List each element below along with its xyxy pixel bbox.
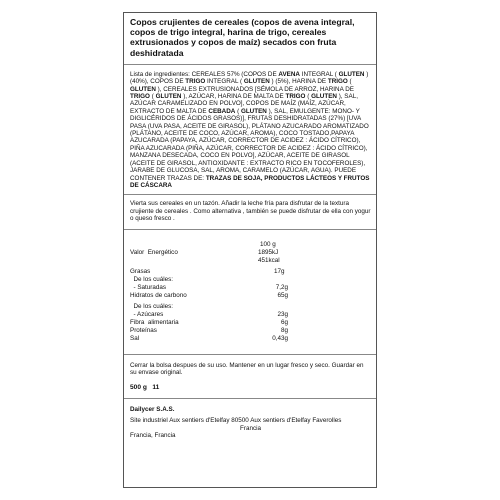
ingredient-text: ( xyxy=(305,93,312,101)
ingredient-text: ) (40%), COPOS DE xyxy=(130,70,369,86)
net-weight-value: 500 g xyxy=(130,384,147,392)
allergen-highlight: GLUTEN xyxy=(243,78,270,86)
nutrition-row xyxy=(130,311,371,319)
nutrition-label: Sal xyxy=(130,334,140,342)
ingredient-text: ), AZÚCAR, HARINA DE MALTA DE xyxy=(181,93,286,101)
allergen-highlight: TRIGO xyxy=(327,78,348,86)
allergen-highlight: TRIGO xyxy=(130,93,150,101)
allergen-highlight: TRAZAS DE SOJA, PRODUCTOS LÁCTEOS Y FRUTOS DE CÁSCARA xyxy=(130,174,370,189)
allergen-highlight: TRIGO xyxy=(285,93,306,101)
divider xyxy=(124,354,376,355)
ingredient-text: ( xyxy=(347,78,352,86)
divider xyxy=(124,398,376,399)
nutrition-row xyxy=(130,292,371,300)
divider xyxy=(124,229,376,230)
company-address: Site industriel Aux sentiers d'Etelfay 80500 Aux sentiers d'Etelfay Faverolles xyxy=(130,416,342,424)
allergen-highlight: GLUTEN xyxy=(338,70,365,78)
ingredient-text: INTEGRAL ( xyxy=(299,70,339,78)
net-weight xyxy=(130,384,371,392)
nutrition-header-row xyxy=(130,241,371,249)
ingredient-text: ), SAL, AZÚCAR CARAMELIZADO EN POLVO], COPOS DE MAÍZ (MAÍZ, AZÚCAR, EXTRACTO DE MALTA DE xyxy=(130,93,358,115)
allergen-highlight: GLUTEN xyxy=(311,93,337,101)
ingredient-text: ), SAL, EMULGENTE: MONO- Y DIGLICÉRIDOS DE ÁCIDOS GRASOS)], FRUTAS DESHIDRATADAS (27%) [UVA PASA (UVA PASA, ACEITE DE GIRASOL), PLÁTANO AZUCARADO AROMATIZADO (PLÁTANO, ACEITE DE COCO, AZÚCAR, AROMA), COCO TOSTADO,PAPAYA AZUCARADA (PAPAYA, AZÚCAR, CORRECTOR DE ACIDEZ : ÁCIDO CÍTRICO), PIÑA AZUCARADA (PIÑA, AZÚCAR, CORRECTOR DE ACIDEZ : ÁCIDO CÍTRICO), MANZANA DESECADA, COCO EN POLVO], AZÚCAR, ACEITE DE GIRASOL (ACEITE DE GIRASOL, ANTIOXIDANTE : EXTRACTO RICO EN TOCOFEROLES), JARABE DE GLUCOSA, SAL, AROMA, CARAMELO (AZÚCAR, AGUA). PUEDE CONTENER TRAZAS DE: xyxy=(130,107,369,182)
allergen-highlight: TRIGO xyxy=(185,78,206,86)
ingredient-text: ( xyxy=(149,93,156,101)
product-title: Copos crujientes de cereales (copos de avena integral, copos de trigo integral, harina de trigo, cereales extrusionados y copos de maíz) secados con fruta deshidratada xyxy=(130,17,355,58)
nutrition-label: De los cuáles: xyxy=(130,275,174,283)
nutrition-value: 1895kJ xyxy=(258,248,279,256)
company-country-repeat: Francia, Francia xyxy=(130,432,176,440)
nutrition-label: Fibra alimentaria xyxy=(130,318,179,326)
nutrition-label: - Saturadas xyxy=(130,283,167,291)
allergen-highlight: AVENA xyxy=(278,70,300,78)
ingredient-text: ) (5%), HARINA DE xyxy=(269,78,328,86)
company-country: Francia xyxy=(240,424,261,432)
product-label xyxy=(123,12,377,488)
nutrition-value: 8g xyxy=(280,326,288,334)
nutrition-value: 451kcal xyxy=(258,256,280,264)
nutrition-value: 7,2g xyxy=(275,283,288,291)
nutrition-row xyxy=(130,303,371,311)
nutrition-value: 65g xyxy=(277,291,288,299)
nutrition-row xyxy=(130,257,371,265)
weight-code: 11 xyxy=(152,384,160,392)
preparation-text: Vierta sus cereales en un tazón. Añadir la leche fría para disfrutar de la textura crujiente de cereales . Como alternativa , también se puede disfrutar de ella con yogur o queso fresco . xyxy=(130,200,371,223)
company-name: Dailycer S.A.S. xyxy=(130,406,175,414)
ingredient-text: Lista de ingredientes: CEREALES 57% (COPOS DE xyxy=(130,70,279,78)
nutrition-row xyxy=(130,327,371,335)
company-info xyxy=(130,406,371,439)
ingredients-list xyxy=(130,71,371,190)
nutrition-label: Hidratos de carbono xyxy=(130,291,187,299)
nutrition-label: - Azúcares xyxy=(130,310,164,318)
nutrition-label: Valor Energético xyxy=(130,248,178,256)
nutrition-row xyxy=(130,335,371,343)
nutrition-value: 6g xyxy=(280,318,288,326)
nutrition-row xyxy=(130,319,371,327)
allergen-highlight: GLUTEN xyxy=(240,107,267,115)
storage-instructions: Cerrar la bolsa despues de su uso. Mantener en un lugar fresco y seco. Guardar en su envase original. xyxy=(130,361,364,376)
ingredient-text: ( xyxy=(235,107,241,115)
nutrition-row xyxy=(130,249,371,257)
nutrition-row xyxy=(130,284,371,292)
ingredient-text: INTEGRAL ( xyxy=(205,78,244,86)
allergen-highlight: CEBADA xyxy=(208,107,236,115)
nutrition-table xyxy=(130,236,371,348)
divider xyxy=(124,64,376,65)
nutrition-value: 0,43g xyxy=(272,334,288,342)
nutrition-row xyxy=(130,276,371,284)
nutrition-row xyxy=(130,268,371,276)
nutrition-label: Proteínas xyxy=(130,326,157,334)
allergen-highlight: GLUTEN xyxy=(155,93,182,101)
ingredient-text: ), CEREALES EXTRUSIONADOS [SÉMOLA DE ARROZ, HARINA DE xyxy=(155,85,354,93)
nutrition-value: 23g xyxy=(277,310,288,318)
nutrition-label: Grasas xyxy=(130,267,151,275)
nutrition-header: 100 g xyxy=(260,240,276,248)
allergen-highlight: GLUTEN xyxy=(130,85,156,93)
divider xyxy=(124,194,376,195)
nutrition-value: 17g xyxy=(274,267,285,275)
nutrition-label: De los cuáles: xyxy=(130,302,174,310)
